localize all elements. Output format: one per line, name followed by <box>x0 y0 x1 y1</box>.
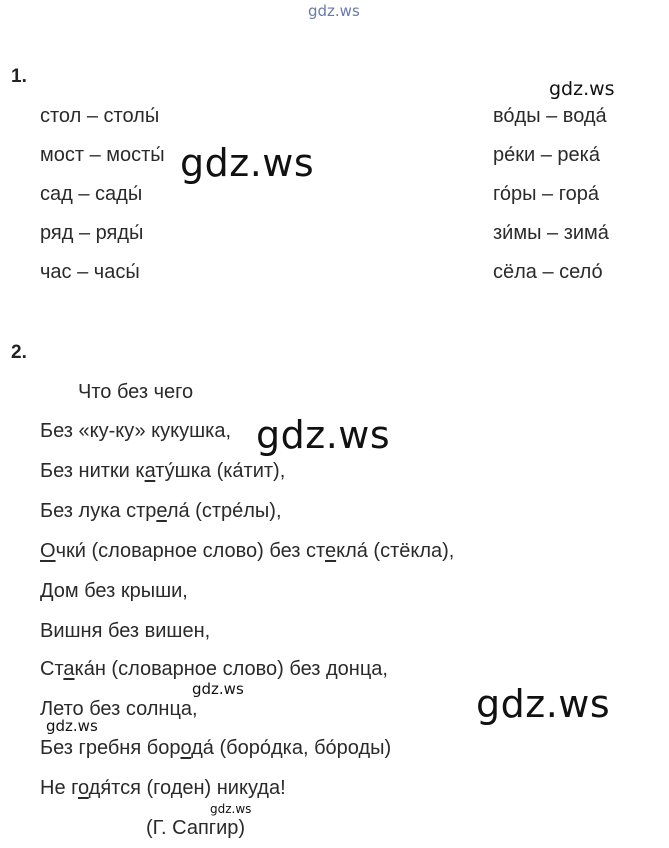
underlined-vowel: а <box>63 658 75 680</box>
poem-title: Что без чего <box>78 381 194 403</box>
watermark-ex1-big: gdz.ws <box>180 141 315 185</box>
text-segment: чки́ (словарное слово) без ст <box>55 540 325 562</box>
poem-line <box>40 777 286 800</box>
poem-author: (Г. Сапгир) <box>146 817 246 839</box>
poem-line: Лето без солнца, <box>40 698 198 720</box>
word-pair-left: мост – мосты́ <box>40 144 165 166</box>
underlined-vowel: О <box>40 540 56 562</box>
word-pair-right: зи́мы – зима́ <box>493 222 609 244</box>
watermark-ex1-right: gdz.ws <box>549 78 615 100</box>
text-segment: Не г <box>40 777 78 799</box>
text-segment: да́ (боро́дка, бо́роды) <box>191 737 392 759</box>
text-segment: кла́ (стёкла), <box>336 540 455 562</box>
underlined-vowel: а <box>144 460 156 482</box>
word-pair-left: сад – сады́ <box>40 183 143 205</box>
word-pair-left: ряд – ряды́ <box>40 222 144 244</box>
watermark-ex2-small: gdz.ws <box>46 717 98 735</box>
word-pair-right: го́ры – гора́ <box>493 183 599 205</box>
text-segment: ла́ (стре́лы), <box>166 500 282 522</box>
underlined-vowel: е <box>324 540 337 562</box>
watermark-top: gdz.ws <box>308 2 360 20</box>
text-segment: Без лука стр <box>40 500 157 522</box>
underlined-vowel: о <box>77 777 89 799</box>
poem-line: Вишня без вишен, <box>40 620 211 642</box>
word-pair-left: стол – столы́ <box>40 105 160 127</box>
watermark-ex2-small: gdz.ws <box>210 802 252 816</box>
text-segment: дя́тся (годен) никуда! <box>88 777 286 799</box>
watermark-ex2-big-right: gdz.ws <box>476 682 611 726</box>
poem-line <box>40 658 388 681</box>
watermark-ex2-small: gdz.ws <box>192 680 244 698</box>
exercise-2-number: 2. <box>11 342 27 363</box>
word-pair-left: час – часы́ <box>40 261 140 283</box>
poem-line <box>40 500 282 523</box>
text-segment: ту́шка (ка́тит), <box>155 460 286 482</box>
exercise-1-number: 1. <box>11 66 27 87</box>
poem-line: Дом без крыши, <box>40 580 188 602</box>
underlined-vowel: о <box>180 737 192 759</box>
poem-line: Без «ку-ку» кукушка, <box>40 420 232 442</box>
word-pair-right: сёла – село́ <box>493 261 603 283</box>
poem-line <box>40 540 454 563</box>
word-pair-right: во́ды – вода́ <box>493 105 607 127</box>
poem-line <box>40 737 391 760</box>
text-segment: Без нитки к <box>40 460 145 482</box>
watermark-ex2-big: gdz.ws <box>256 413 391 457</box>
poem-line <box>40 460 285 483</box>
word-pair-right: ре́ки – река́ <box>493 144 600 166</box>
text-segment: Ст <box>40 658 64 680</box>
text-segment: ка́н (словарное слово) без донца, <box>74 658 388 680</box>
text-segment: Без гребня бор <box>40 737 181 759</box>
underlined-vowel: е <box>156 500 167 522</box>
